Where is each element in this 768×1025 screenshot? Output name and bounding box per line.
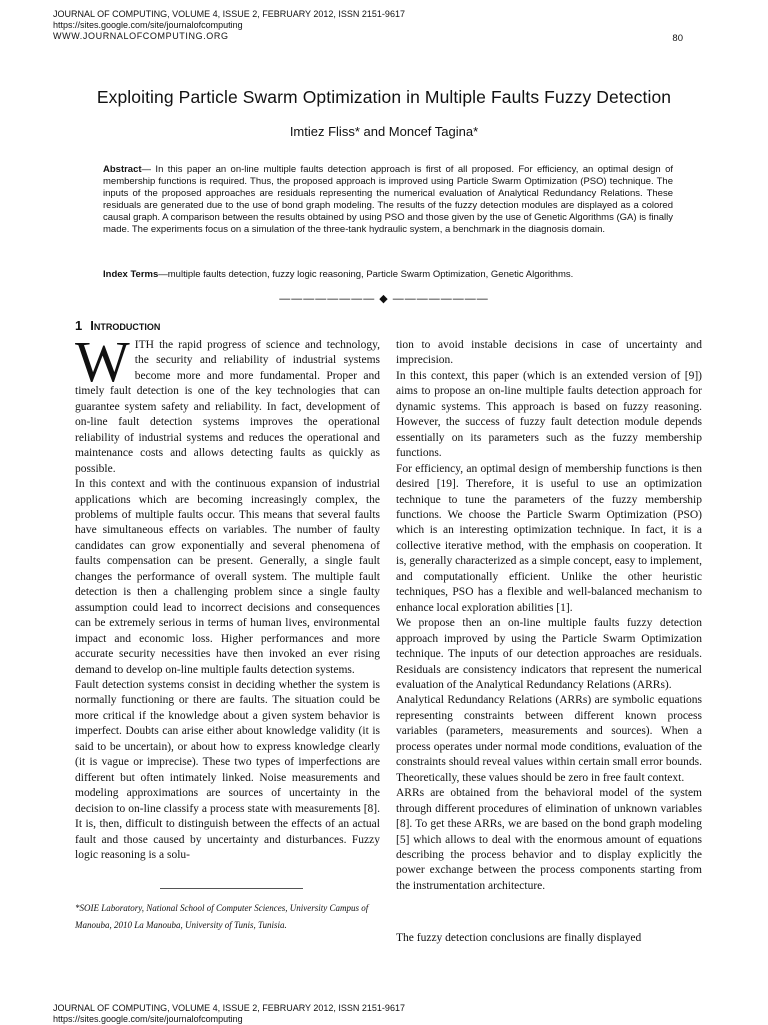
index-terms-text: —multiple faults detection, fuzzy logic reasoning, Particle Swarm Optimization, Genetic Algorithms. — [158, 269, 574, 280]
running-header — [53, 9, 683, 42]
abstract — [103, 164, 673, 237]
paragraph-text: ITH the rapid progress of science and technology, the security and reliability of industrial systems become more and more fundamental. Proper and timely fault detection is one of the key technologies that can guarantee system safety and reliability. In fact, development of on-line fault detection systems improves the operational reliability of industrial systems and reduces the operational and maintenance costs and allows detecting faults as quickly as possible. — [75, 339, 380, 475]
paragraph: We propose then an on-line multiple faults fuzzy detection approach improved by using the Particle Swarm Optimization technique. The inputs of our detection approaches are residuals. Residuals are consistency indicators that represent the numerical evaluation of the Analytical Redundancy Relations (ARRs). — [396, 617, 702, 691]
footer-journal-url[interactable]: https://sites.google.com/site/journalofcomputing — [53, 1014, 243, 1024]
drop-cap: W — [75, 329, 130, 394]
abstract-label: Abstract — [103, 164, 142, 175]
right-column — [396, 338, 702, 894]
paper-title: Exploiting Particle Swarm Optimization in Multiple Faults Fuzzy Detection — [96, 87, 672, 107]
author-affiliation-footnote: *SOIE Laboratory, National School of Computer Sciences, University Campus of Manouba, 2010 La Manouba, University of Tunis, Tunisia. — [75, 903, 369, 930]
footnote-rule — [160, 888, 303, 889]
abstract-text: — In this paper an on-line multiple faults detection approach is first of all proposed. For efficiency, an optimal design of membership functions is required. Thus, the proposed approach is improved using Particle Swarm Optimization (PSO) technique. The inputs of the proposed approaches are residuals representing the numerical evaluation of Analytical Redundancy Relations. These residuals are generated due to the use of bond graph modeling. The results of the fuzzy detection modules are displayed as a colored causal graph. A comparison between the results obtained by using PSO and those given by the use of Genetic Algorithms (GA) is finally made. The experiments focus on a simulation of the three-tank hydraulic system, a benchmark in the diagnosis domain. — [103, 164, 673, 236]
section-title: Introduction — [90, 318, 161, 333]
paragraph: ARRs are obtained from the behavioral model of the system through different procedures of elimination of unknown variables [8]. To get these ARRs, we are based on the bond graph modeling [5] which allows to deal with the enormous amount of equations describing the process behavior and to display explicitly the power exchange between the process components starting from the instrumentation architecture. — [396, 787, 702, 892]
paragraph: tion to avoid instable decisions in case of uncertainty and imprecision. — [396, 339, 702, 367]
paragraph: Fault detection systems consist in deciding whether the system is normally functioning or there are faults. The situation could be more critical if the knowledge about a given system behavior is imperfect. Doubts can arise either about knowledge validity (it is said to be uncertain), or about how to express knowledge clearly (it is vague or imprecise). These two types of imperfections are different but often intimately linked. Noise measurements and modeling approximations are sources of uncertainty in the decision to on-line classify a process state with measurements [8]. It is, then, difficult to distinguish between the effects of an actual fault and those caused by uncertainty and disturbances. Fuzzy logic reasoning is a solu- — [75, 678, 380, 861]
paragraph: In this context and with the continuous expansion of industrial applications which are becoming increasingly complex, the problems of multiple faults occur. This means that several faults have simultaneous effects on variables. The number of faulty candidates can grow exponentially and several phenomena of faults compensation can be present. Generally, a single fault changes the performance of overall system. The multiple fault detection is then a challenging problem since a single faulty assumption could lead to incorrect decisions and consequences can be extremely serious in terms of human lives, environmental impact and economic loss. Higher performances and more accurate security necessities have then invoked an ever rising demand to develop on-line multiple faults detection systems. — [75, 478, 380, 676]
paragraph: In this context, this paper (which is an extended version of [9]) aims to propose an on-line multiple faults detection approach for dynamic systems. This approach is based on fuzzy reasoning. However, the success of fuzzy fault detection module depends essentially on its parameters such as the fuzzy membership functions. — [396, 369, 702, 460]
running-footer — [53, 1003, 405, 1025]
paragraph — [75, 329, 380, 477]
left-column — [75, 329, 380, 863]
page-number: 80 — [672, 33, 683, 44]
section-number: 1 — [75, 318, 83, 333]
journal-website[interactable]: WWW.JOURNALOFCOMPUTING.ORG — [53, 31, 229, 41]
paragraph: Analytical Redundancy Relations (ARRs) are symbolic equations representing constraints between different known process variables (parameters, measurements and sources). When a process operates under normal mode conditions, evaluation of the constraints should reveal values within certain small error bounds. Theoretically, these values should be zero in free fault context. — [396, 694, 702, 784]
paper-authors: Imtiez Fliss* and Moncef Tagina* — [289, 124, 479, 139]
index-terms-label: Index Terms — [103, 269, 159, 280]
section-separator: ———————— ◆ ———————— — [279, 293, 489, 305]
journal-line: JOURNAL OF COMPUTING, VOLUME 4, ISSUE 2, FEBRUARY 2012, ISSN 2151-9617 — [53, 9, 405, 19]
paragraph: For efficiency, an optimal design of membership functions is then desired [19]. Therefore, it is useful to use an optimization technique to tune the parameters of the fuzzy membership functions. We choose the Particle Swarm Optimization (PSO) which is an interesting optimization technique. In fact, it is a collective iterative method, with the emphasis on cooperation. It is, generally characterized as a simple concept, easy to implement, and computationally efficient. Unlike the other heuristic techniques, PSO has a flexible and well-balanced mechanism to enhance local exploration abilities [1]. — [396, 462, 702, 614]
footer-journal-line: JOURNAL OF COMPUTING, VOLUME 4, ISSUE 2, FEBRUARY 2012, ISSN 2151-9617 — [53, 1003, 405, 1013]
journal-url[interactable]: https://sites.google.com/site/journalofcomputing — [53, 20, 243, 30]
paragraph: The fuzzy detection conclusions are finally displayed — [396, 932, 642, 944]
index-terms — [103, 269, 673, 281]
